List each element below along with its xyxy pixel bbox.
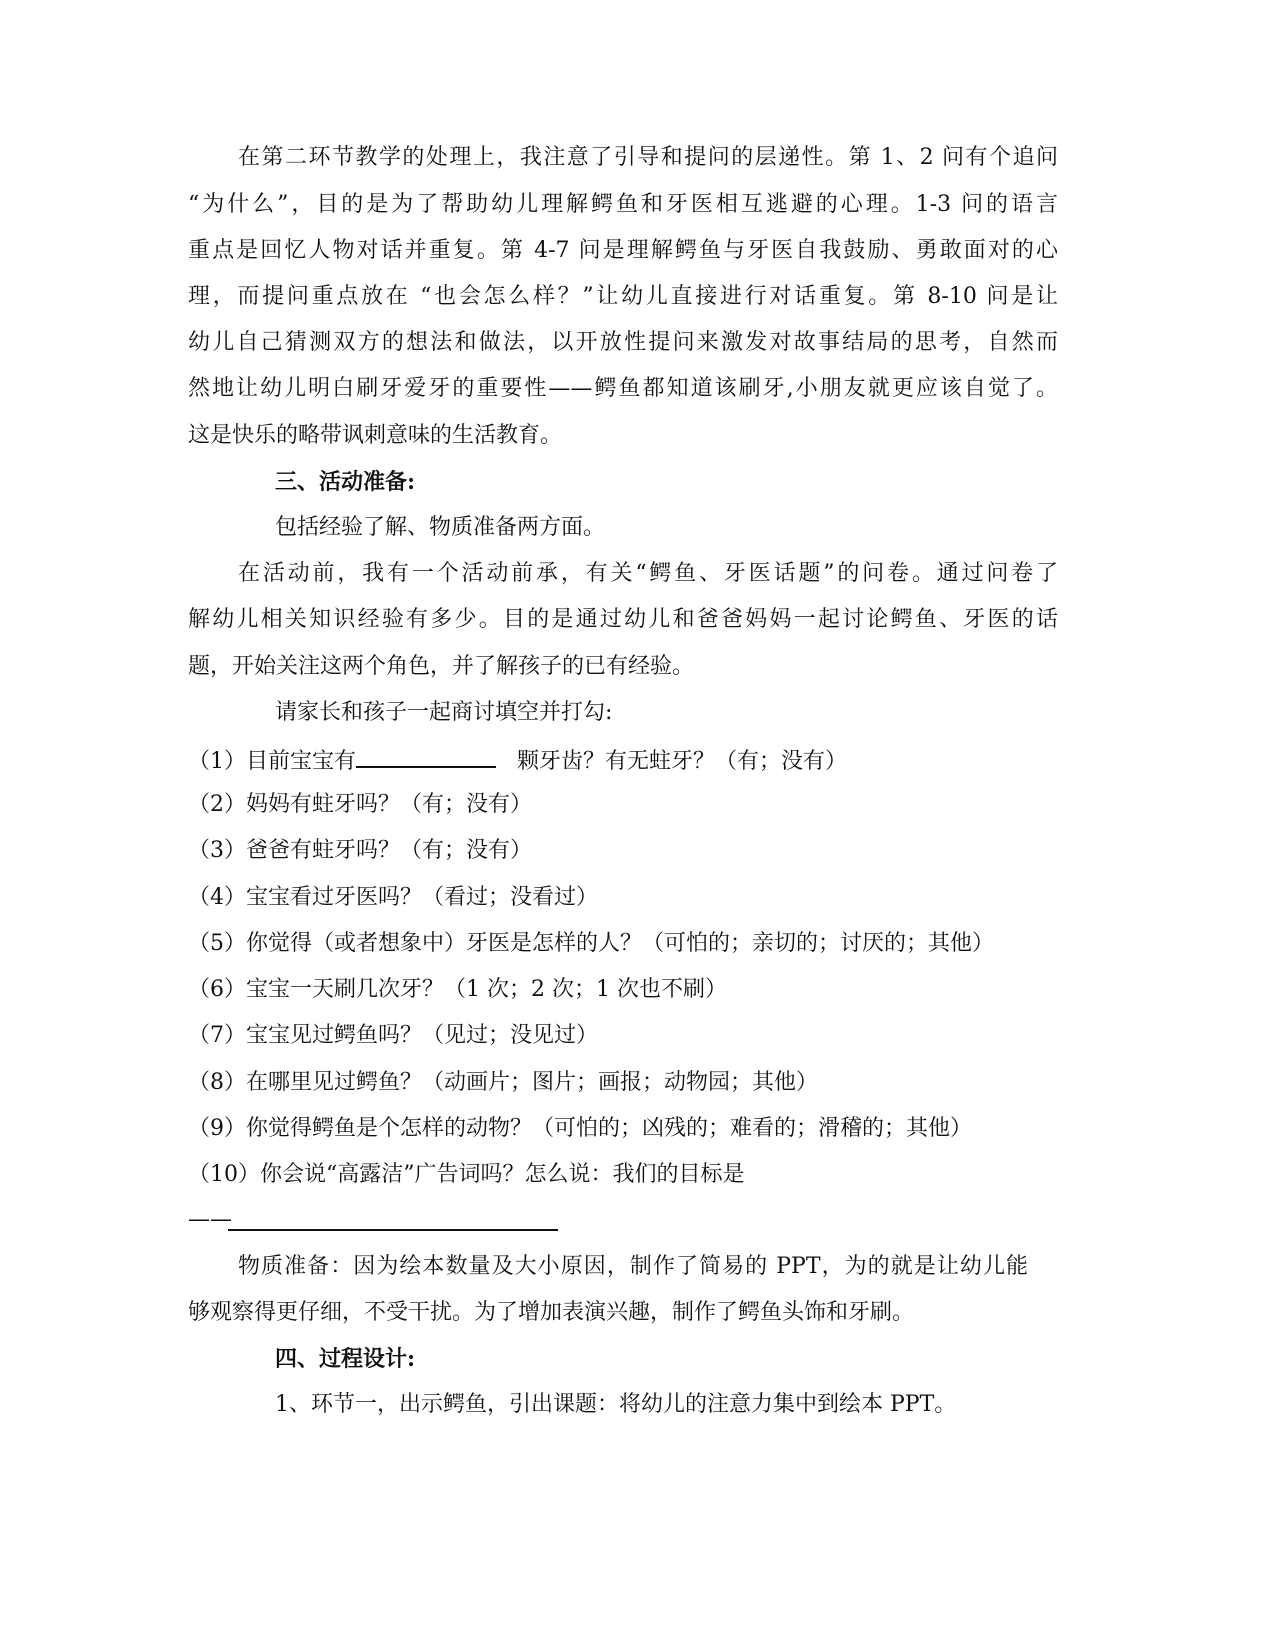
step-line: 1、环节一，出示鳄鱼，引出课题：将幼儿的注意力集中到绘本 PPT。 (275, 1392, 957, 1417)
paragraph-line: 在活动前，我有一个活动前承，有关“鳄鱼、牙医话题”的问卷。通过问卷了 (238, 561, 1058, 586)
paragraph-line: 然地让幼儿明白刷牙爱牙的重要性——鳄鱼都知道该刷牙,小朋友就更应该自觉了。 (188, 376, 1058, 401)
question-text: （1）目前宝宝有 (188, 749, 356, 774)
paragraph-line: 够观察得更仔细，不受干扰。为了增加表演兴趣，制作了鳄鱼头饰和牙刷。 (188, 1300, 915, 1325)
section-heading: 四、过程设计: (275, 1346, 416, 1372)
paragraph-line: 解幼儿相关知识经验有多少。目的是通过幼儿和爸爸妈妈一起讨论鳄鱼、牙医的话 (188, 607, 1058, 632)
survey-question: （7）宝宝见过鳄鱼吗？（见过；没见过） (188, 1023, 598, 1048)
section-heading: 三、活动准备: (275, 469, 416, 495)
fill-in-blank[interactable] (356, 744, 496, 768)
survey-question (188, 744, 1088, 777)
answer-dash: —— (188, 1207, 232, 1232)
survey-question: （2）妈妈有蛀牙吗？（有；没有） (188, 792, 532, 817)
survey-question: （3）爸爸有蛀牙吗？（有；没有） (188, 838, 532, 863)
paragraph-line: 幼儿自己猜测双方的想法和做法，以开放性提问来激发对故事结局的思考，自然而 (188, 330, 1058, 355)
paragraph-line: 题，开始关注这两个角色，并了解孩子的已有经验。 (188, 654, 695, 679)
paragraph-line: 在第二环节教学的处理上，我注意了引导和提问的层递性。第 1、2 问有个追问 (238, 145, 1058, 170)
paragraph-line: 这是快乐的略带讽刺意味的生活教育。 (188, 423, 563, 448)
survey-intro: 请家长和孩子一起商讨填空并打勾: (275, 700, 613, 725)
survey-question: （10）你会说“高露洁”广告词吗？怎么说：我们的目标是 (188, 1162, 745, 1187)
paragraph-line: 重点是回忆人物对话并重复。第 4-7 问是理解鳄鱼与牙医自我鼓励、勇敢面对的心 (188, 238, 1058, 263)
survey-question: （6）宝宝一天刷几次牙？（1 次；2 次；1 次也不刷） (188, 977, 727, 1002)
survey-question: （4）宝宝看过牙医吗？（看过；没看过） (188, 885, 598, 910)
paragraph-line: “为什么”，目的是为了帮助幼儿理解鳄鱼和牙医相互逃避的心理。1-3 问的语言 (188, 192, 1058, 217)
survey-question: （8）在哪里见过鳄鱼？（动画片；图片；画报；动物园；其他） (188, 1070, 818, 1095)
question-text: 颗牙齿？有无蛀牙？（有；没有） (516, 749, 847, 774)
fill-in-blank[interactable] (228, 1205, 558, 1235)
paragraph-line: 理，而提问重点放在 “也会怎么样？”让幼儿直接进行对话重复。第 8-10 问是让 (188, 284, 1058, 309)
survey-question: （9）你觉得鳄鱼是个怎样的动物？（可怕的；凶残的；难看的；滑稽的；其他） (188, 1116, 972, 1141)
section-intro: 包括经验了解、物质准备两方面。 (275, 515, 606, 540)
survey-question: （5）你觉得（或者想象中）牙医是怎样的人？（可怕的；亲切的；讨厌的；其他） (188, 931, 994, 956)
paragraph-line: 物质准备：因为绘本数量及大小原因，制作了简易的 PPT，为的就是让幼儿能 (238, 1254, 1028, 1279)
